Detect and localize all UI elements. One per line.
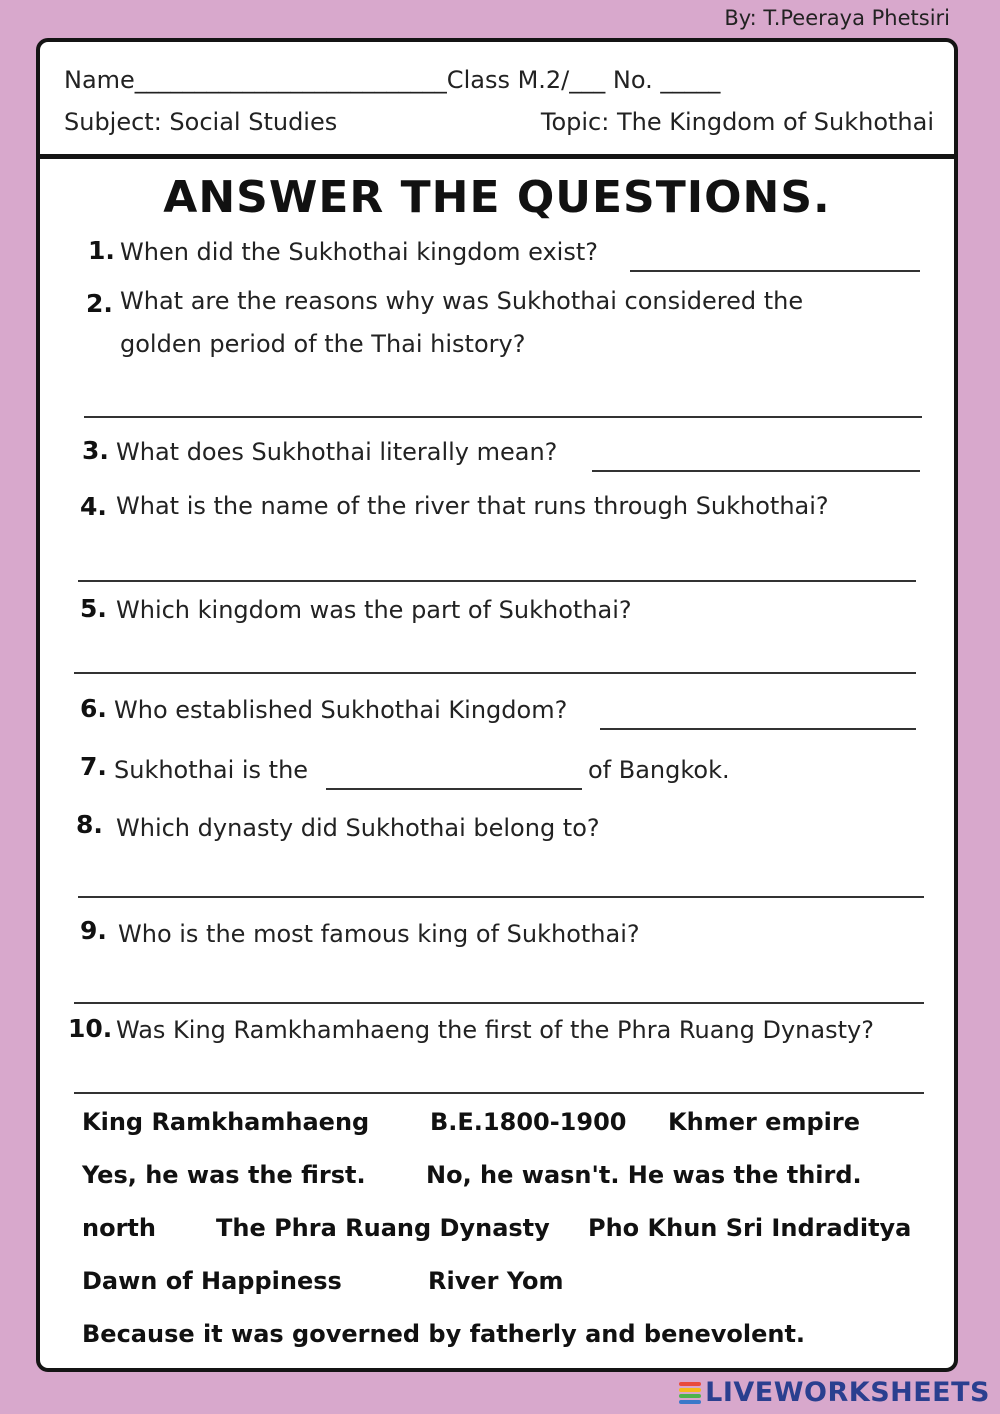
word-bank-item: No, he wasn't. He was the third. [426,1161,862,1189]
answer-line[interactable] [630,270,920,272]
word-bank-item: King Ramkhamhaeng [82,1108,370,1136]
liveworksheets-icon [679,1382,701,1404]
question-text: Who is the most famous king of Sukhothai? [118,920,640,948]
word-bank-item: Dawn of Happiness [82,1267,342,1295]
question-text: What are the reasons why was Sukhothai considered the golden period of the Thai history? [120,287,804,358]
question-number: 3. [82,436,109,465]
word-bank-item: Khmer empire [668,1108,860,1136]
answer-line[interactable] [84,416,922,418]
liveworksheets-logo [679,1377,990,1408]
worksheet [36,38,958,1372]
answer-line[interactable] [74,1002,924,1004]
word-bank-item: Pho Khun Sri Indraditya [588,1214,912,1242]
question-number: 4. [80,492,107,521]
question-number: 8. [76,810,103,839]
worksheet-header [40,42,954,159]
answer-line[interactable] [600,728,916,730]
question-text: When did the Sukhothai kingdom exist? [120,238,598,266]
answer-line[interactable] [326,788,582,790]
question-text: Which kingdom was the part of Sukhothai? [116,596,632,624]
word-bank-item: Yes, he was the first. [82,1161,366,1189]
answer-line[interactable] [74,672,916,674]
question-text: Was King Ramkhamhaeng the first of the Phra Ruang Dynasty? [116,1016,874,1044]
name-class-line: Name__________________________Class M.2/___ No. _____ [64,66,721,94]
author-credit: By: T.Peeraya Phetsiri [724,6,950,30]
question-text: What is the name of the river that runs through Sukhothai? [116,492,829,520]
question-number: 2. [86,289,113,318]
word-bank-item: Because it was governed by fatherly and benevolent. [82,1320,806,1348]
logo-text: LIVEWORKSHEETS [705,1377,990,1408]
question-text: Who established Sukhothai Kingdom? [114,696,568,724]
word-bank-item: The Phra Ruang Dynasty [216,1214,550,1242]
question-text: What does Sukhothai literally mean? [116,438,558,466]
question-number: 9. [80,916,107,945]
page-title: ANSWER THE QUESTIONS. [163,172,831,223]
subject-label: Subject: Social Studies [64,108,338,136]
question-number: 7. [80,752,107,781]
topic-label: Topic: The Kingdom of Sukhothai [540,108,934,136]
question-text-after: of Bangkok. [588,756,730,784]
question-number: 10. [68,1014,113,1043]
question-text: Which dynasty did Sukhothai belong to? [116,814,600,842]
answer-line[interactable] [592,470,920,472]
question-number: 5. [80,594,107,623]
word-bank-item: B.E.1800-1900 [430,1108,627,1136]
question-text-before: Sukhothai is the [114,756,309,784]
word-bank-item: River Yom [428,1267,564,1295]
word-bank-item: north [82,1214,156,1242]
answer-line[interactable] [78,896,924,898]
answer-line[interactable] [78,580,916,582]
answer-line[interactable] [74,1092,924,1094]
question-number: 6. [80,694,107,723]
question-number: 1. [88,236,115,265]
